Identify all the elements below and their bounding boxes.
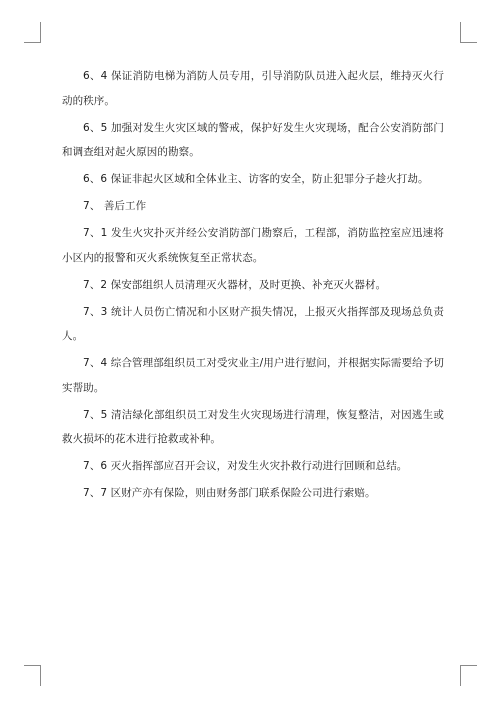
paragraph-7-5: 7、5 清洁绿化部组织员工对发生火灾现场进行清理，恢复整洁，对因逃生或救火损坏的花木进行抢救或补种。	[62, 408, 444, 445]
crop-mark-top-right	[460, 22, 477, 43]
section-heading-7: 7、 善后工作	[83, 200, 147, 212]
crop-mark-bottom-right	[460, 665, 477, 686]
paragraph-6-6: 6、6 保证非起火区域和全体业主、访客的安全，防止犯罪分子趁火打劫。	[83, 173, 429, 185]
document-body	[62, 64, 444, 508]
paragraph-6-5: 6、5 加强对发生火灾区域的警戒，保护好发生火灾现场，配合公安消防部门和调查组对起火原因的勘察。	[62, 121, 444, 158]
paragraph-7-3: 7、3 统计人员伤亡情况和小区财产损失情况，上报灭火指挥部及现场总负责人。	[62, 305, 444, 342]
paragraph-7-4: 7、4 综合管理部组织员工对受灾业主/用户进行慰问，并根据实际需要给予切实帮助。	[62, 357, 444, 394]
paragraph-7-6: 7、6 灭火指挥部应召开会议，对发生火灾扑救行动进行回顾和总结。	[83, 460, 408, 472]
paragraph-7-7: 7、7 区财产亦有保险，则由财务部门联系保险公司进行索赔。	[83, 487, 376, 499]
crop-mark-top-left	[24, 22, 41, 43]
crop-mark-bottom-left	[24, 665, 41, 686]
paragraph-7-1: 7、1 发生火灾扑灭并经公安消防部门勘察后，工程部，消防监控室应迅速将小区内的报警和灭火系统恢复至正常状态。	[62, 227, 444, 264]
paragraph-6-4: 6、4 保证消防电梯为消防人员专用，引导消防队员进入起火层，维持灭火行动的秩序。	[62, 70, 444, 107]
paragraph-7-2: 7、2 保安部组织人员清理灭火器材，及时更换、补充灭火器材。	[83, 278, 387, 291]
